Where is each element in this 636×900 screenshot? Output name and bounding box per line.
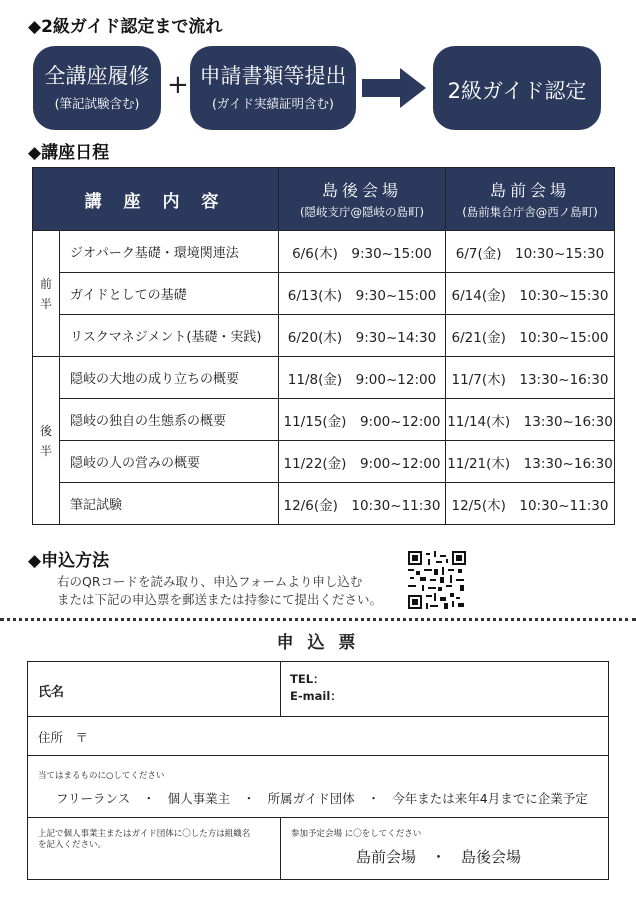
- table-row: [33, 483, 615, 525]
- email-label: E-mail：: [290, 689, 342, 703]
- venue1-header: [279, 168, 446, 231]
- venue2-time: 11/21(木) 13:30~16:30: [446, 441, 615, 483]
- result-label: 2級ガイド認定: [447, 79, 587, 103]
- venue2-name: 島前会場: [489, 181, 570, 200]
- venue2-time: 6/14(金) 10:30~15:30: [446, 273, 615, 315]
- course-name: ジオパーク基礎・環境関連法: [60, 231, 279, 273]
- course-name: 隠岐の独自の生態系の概要: [60, 399, 279, 441]
- step-document-submission: [190, 46, 356, 130]
- qr-code-icon[interactable]: [408, 551, 466, 609]
- cut-line-divider: [0, 618, 636, 621]
- table-row: [33, 273, 615, 315]
- step2-main: 申請書類等提出: [199, 64, 347, 88]
- step1-sub: (筆記試験含む): [54, 96, 140, 111]
- tel-label: TEL：: [290, 672, 325, 686]
- table-row: [33, 315, 615, 357]
- form-title: 申 込 票: [276, 633, 360, 653]
- venue2-header: [446, 168, 615, 231]
- course-name: ガイドとしての基礎: [60, 273, 279, 315]
- apply-heading: ◆申込方法: [28, 551, 110, 571]
- venue2-time: 11/14(木) 13:30~16:30: [446, 399, 615, 441]
- venue1-time: 12/6(金) 10:30~11:30: [279, 483, 446, 525]
- course-name: 隠岐の大地の成り立ちの概要: [60, 357, 279, 399]
- org-note-line2: を記入ください。: [38, 840, 107, 850]
- course-name: 隠岐の人の営みの概要: [60, 441, 279, 483]
- first-half-label: 前 半: [33, 231, 60, 357]
- venue-choice: 島前会場 ・ 島後会場: [356, 848, 522, 866]
- schedule-table: [32, 167, 615, 525]
- type-note: 当てはまるものに○してください: [38, 771, 165, 781]
- form-row-org-venue: [27, 817, 609, 880]
- schedule-heading: ◆講座日程: [28, 143, 110, 163]
- plus-sign: +: [167, 70, 189, 100]
- step2-sub: (ガイド実績証明含む): [212, 96, 334, 111]
- name-label: 氏名: [38, 685, 65, 700]
- type-options: フリーランス ・ 個人事業主 ・ 所属ガイド団体 ・ 今年または来年4月までに企業予定: [56, 791, 588, 806]
- course-name: リスクマネジメント(基礎・実践): [60, 315, 279, 357]
- address-label: 住所 〒: [38, 730, 89, 745]
- venue1-sub: (隠岐支庁@隠岐の島町): [300, 205, 424, 219]
- venue-note: 参加予定会場 に〇をしてください: [291, 829, 422, 839]
- venue1-time: 6/6(木) 9:30~15:00: [279, 231, 446, 273]
- step-course-completion: [33, 46, 161, 130]
- table-header-row: [33, 168, 615, 231]
- table-row: [33, 231, 615, 273]
- venue1-time: 11/22(金) 9:00~12:00: [279, 441, 446, 483]
- venue2-sub: (島前集合庁舎@西ノ島町): [462, 205, 598, 219]
- org-note-line1: 上記で個人事業主またはガイド団体に〇した方は組織名: [38, 829, 251, 839]
- step1-main: 全講座履修: [44, 64, 150, 88]
- venue1-name: 島後会場: [321, 181, 402, 200]
- arrow-right-icon: [362, 68, 426, 108]
- course-column-header: 講 座 内 容: [33, 168, 279, 231]
- second-half-label: 後 半: [33, 357, 60, 525]
- result-certification: [433, 46, 601, 130]
- table-row: [33, 441, 615, 483]
- venue1-time: 6/20(木) 9:30~14:30: [279, 315, 446, 357]
- apply-line2: または下記の申込票を郵送または持参にて提出ください。: [57, 592, 383, 607]
- form-divider: [280, 818, 281, 879]
- apply-line1: 右のQRコードを読み取り、申込フォームより申し込む: [57, 574, 363, 589]
- form-row-address: [27, 716, 609, 756]
- form-row-name-contact: [27, 661, 609, 717]
- table-row: [33, 399, 615, 441]
- form-row-type: [27, 755, 609, 818]
- venue2-time: 6/21(金) 10:30~15:00: [446, 315, 615, 357]
- venue1-time: 6/13(木) 9:30~15:00: [279, 273, 446, 315]
- venue1-time: 11/15(金) 9:00~12:00: [279, 399, 446, 441]
- table-row: [33, 357, 615, 399]
- course-name: 筆記試験: [60, 483, 279, 525]
- form-divider: [280, 662, 281, 716]
- venue1-time: 11/8(金) 9:00~12:00: [279, 357, 446, 399]
- venue2-time: 11/7(木) 13:30~16:30: [446, 357, 615, 399]
- venue2-time: 6/7(金) 10:30~15:30: [446, 231, 615, 273]
- flow-heading: ◆2級ガイド認定まで流れ: [28, 17, 223, 37]
- venue2-time: 12/5(木) 10:30~11:30: [446, 483, 615, 525]
